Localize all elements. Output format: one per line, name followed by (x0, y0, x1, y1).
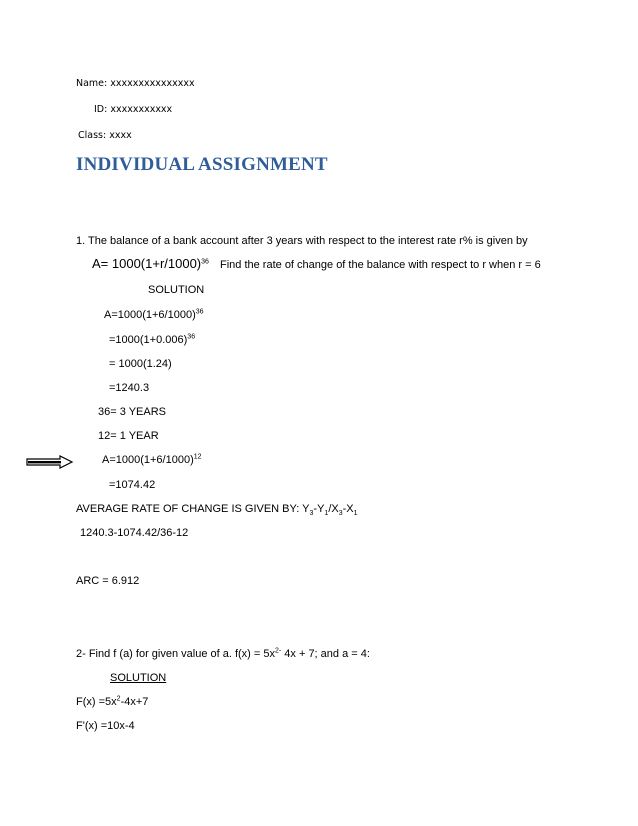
q1-step-7-text: A=1000(1+6/1000) (102, 454, 194, 466)
q1-step-6: 12= 1 YEAR (98, 430, 159, 442)
q1-step-3: = 1000(1.24) (109, 358, 172, 370)
q1-step-8: =1074.42 (109, 479, 156, 491)
q2-prompt-part-b: 4x + 7; and a = 4: (281, 648, 370, 660)
assignment-title: INDIVIDUAL ASSIGNMENT (76, 154, 328, 175)
q2-prompt-part-a: 2- Find f (a) for given value of a. f(x) = 5x (76, 648, 275, 660)
q1-task: Find the rate of change of the balance with respect to r when r = 6 (220, 259, 541, 271)
q1-step-2-text: =1000(1+0.006) (109, 334, 188, 346)
q1-formula-exponent: 36 (201, 258, 209, 266)
q2-prompt-exponent: 2- (275, 647, 282, 655)
q1-result: ARC = 6.912 (76, 575, 140, 587)
q2-prompt (76, 647, 370, 661)
q2-line-1-b: -4x+7 (120, 696, 149, 708)
student-name: Name: xxxxxxxxxxxxxxx (76, 78, 195, 89)
q1-avg-part-1: -Y (313, 503, 325, 515)
q1-avg-part-3: -X (342, 503, 354, 515)
q1-step-1-exponent: 36 (195, 308, 204, 316)
q1-avg-part-2: /X (328, 503, 339, 515)
q1-formula: A= 1000(1+r/1000) (92, 256, 202, 271)
q1-step-7-exponent: 12 (193, 453, 202, 461)
right-arrow-icon (26, 455, 74, 469)
q1-step-5: 36= 3 YEARS (98, 406, 166, 418)
q1-formula-line (92, 257, 541, 272)
student-id: ID: xxxxxxxxxxx (94, 104, 173, 115)
q1-average-rate-line (76, 502, 358, 516)
q1-subscript-1: 3 (309, 510, 314, 518)
student-class: Class: xxxx (78, 130, 132, 141)
q1-solution-label: SOLUTION (148, 284, 205, 296)
q1-step-1 (104, 308, 204, 322)
q2-solution-label: SOLUTION (110, 672, 167, 684)
q2-line-1-exponent: 2 (116, 695, 121, 703)
q1-subscript-2: 1 (324, 510, 329, 518)
q1-subscript-4: 1 (353, 510, 358, 518)
q1-step-2-exponent: 36 (187, 333, 196, 341)
q1-step-7 (102, 453, 202, 467)
q1-step-1-text: A=1000(1+6/1000) (104, 309, 196, 321)
q1-step-4: =1240.3 (109, 382, 150, 394)
q2-line-1 (76, 695, 148, 709)
q1-average-rate-label: AVERAGE RATE OF CHANGE IS GIVEN BY: Y (76, 503, 310, 515)
q1-calculation: 1240.3-1074.42/36-12 (80, 527, 189, 539)
q1-prompt: 1. The balance of a bank account after 3 years with respect to the interest rate r% is given by (76, 235, 528, 247)
q2-line-1-a: F(x) =5x (76, 696, 117, 708)
q2-line-2: F'(x) =10x-4 (76, 720, 135, 732)
q1-subscript-3: 3 (338, 510, 343, 518)
q1-step-2 (109, 333, 195, 347)
